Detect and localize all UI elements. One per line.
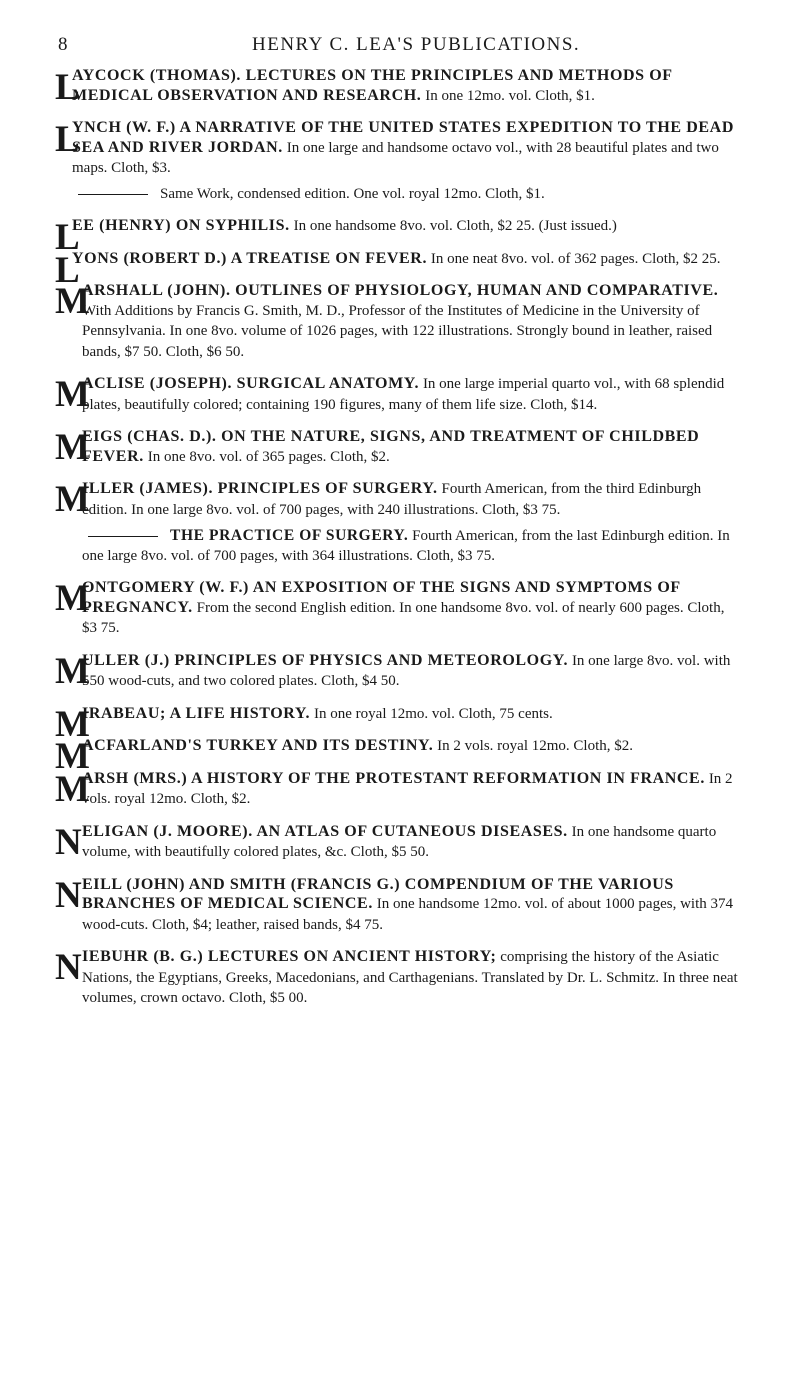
entry-body: In one large imperial quarto vol., with 68 splendid plates, beautifully colored; containing 190 figures, many of them life size. Cloth, $14. [82, 376, 725, 413]
entry-body: From the second English edition. In one handsome 8vo. vol. of nearly 600 pages. Cloth, $3 75. [82, 599, 725, 636]
subentry-body: Same Work, condensed edition. One vol. royal 12mo. Cloth, $1. [160, 185, 545, 202]
entry-heading: ILLER (JAMES). PRINCIPLES OF SURGERY. [82, 480, 438, 497]
initial-letter: N [55, 874, 82, 916]
initial-letter: L [55, 119, 80, 160]
catalog-entry [55, 650, 742, 692]
catalog-entry [55, 703, 742, 745]
initial-letter: N [55, 821, 82, 863]
initial-letter: M [55, 768, 90, 810]
entry-body: In 2 vols. royal 12mo. Cloth, $2. [82, 770, 733, 807]
entry-heading: IEBUHR (B. G.) LECTURES ON ANCIENT HISTORY; [82, 948, 497, 965]
page-number: 8 [58, 34, 68, 55]
entry-body: In one handsome 12mo. vol. of about 1000 pages, with 374 wood-cuts. Cloth, $4; leather, raised bands, $4 75. [82, 896, 733, 933]
subentry-body: Fourth American, from the last Edinburgh edition. In one large 8vo. vol. of 700 pages, with 364 illustrations. Cloth, $3 75. [82, 528, 730, 564]
catalog-entry [55, 736, 742, 777]
running-title: HENRY C. LEA'S PUBLICATIONS. [252, 34, 581, 55]
entry-body: In one large 8vo. vol. with 550 wood-cuts, and two colored plates. Cloth, $4 50. [82, 652, 731, 689]
initial-letter: M [55, 374, 90, 415]
initial-letter: M [55, 479, 90, 520]
initial-letter: L [55, 67, 80, 108]
initial-letter: M [55, 736, 90, 777]
page-header [58, 34, 742, 56]
entry-body: Fourth American, from the third Edinburgh edition. In one large 8vo. vol. of 700 pages, with 240 illustrations. Cloth, $3 75. [82, 481, 702, 518]
entry-heading: YONS (ROBERT D.) A TREATISE ON FEVER. [72, 249, 428, 267]
entry-heading: AYCOCK (THOMAS). LECTURES ON THE PRINCIPLES AND METHODS OF MEDICAL OBSERVATION AND RESEARCH. [72, 67, 673, 104]
entry-body: In one handsome 8vo. vol. Cloth, $2 25. (Just issued.) [293, 218, 617, 234]
entry-body: In one 8vo. vol. of 365 pages. Cloth, $2. [147, 448, 390, 465]
catalog-entry [55, 578, 742, 639]
catalog-entry [55, 281, 742, 362]
initial-letter: L [55, 217, 80, 258]
entry-body: In one large and handsome octavo vol., with 28 beautiful plates and two maps. Cloth, $3. [72, 139, 719, 176]
entry-heading: IRABEAU; A LIFE HISTORY. [82, 704, 311, 722]
entry-heading: ULLER (J.) PRINCIPLES OF PHYSICS AND METEOROLOGY. [82, 651, 569, 669]
entry-heading: ARSHALL (JOHN). OUTLINES OF PHYSIOLOGY, HUMAN AND COMPARATIVE. [82, 282, 719, 299]
entry-heading: EE (HENRY) ON SYPHILIS. [72, 217, 290, 234]
entry-heading: EILL (JOHN) AND SMITH (FRANCIS G.) COMPENDIUM OF THE VARIOUS BRANCHES OF MEDICAL SCIENCE. [82, 875, 674, 912]
initial-letter: M [55, 427, 90, 468]
catalog-entry [55, 374, 742, 415]
entry-body: In one handsome quarto volume, with beautifully colored plates, &c. Cloth, $5 50. [82, 823, 717, 860]
initial-letter: M [55, 578, 90, 619]
entry-heading: ONTGOMERY (W. F.) AN EXPOSITION OF THE SIGNS AND SYMPTOMS OF PREGNANCY. [82, 579, 681, 616]
initial-letter: M [55, 703, 90, 745]
initial-letter: M [55, 281, 90, 322]
ditto-dash [78, 194, 148, 195]
catalog-entry [55, 947, 742, 1009]
catalog-entry [55, 118, 742, 179]
entry-body: In 2 vols. royal 12mo. Cloth, $2. [437, 738, 633, 754]
ditto-dash [88, 536, 158, 537]
catalog-entry [55, 768, 742, 810]
entry-body: In one neat 8vo. vol. of 362 pages. Cloth, $2 25. [430, 250, 721, 267]
entry-heading: ELIGAN (J. MOORE). AN ATLAS OF CUTANEOUS DISEASES. [82, 822, 568, 840]
catalog-subentry [72, 185, 742, 205]
subentry-heading: THE PRACTICE OF SURGERY. [170, 527, 409, 544]
entry-body: comprising the history of the Asiatic Nations, the Egyptians, Greeks, Macedonians, and Carthagenians. Translated by Dr. L. Schmitz. In three neat volumes, crown octavo. Cloth, $5 00. [82, 949, 738, 1006]
entry-heading: YNCH (W. F.) A NARRATIVE OF THE UNITED STATES EXPEDITION TO THE DEAD SEA AND RIVER JORDAN. [72, 119, 734, 156]
entry-body: With Additions by Francis G. Smith, M. D., Professor of the Institutes of Medicine in the University of Pennsylvania. In one 8vo. volume of 1026 pages, with 122 illustrations. Strongly bound in leather, raised bands, $7 50. Cloth, $6 50. [82, 302, 713, 360]
catalog-entry [55, 821, 742, 863]
catalog-entry [55, 427, 742, 468]
initial-letter: N [55, 947, 82, 988]
entry-heading: ACLISE (JOSEPH). SURGICAL ANATOMY. [82, 375, 420, 392]
entry-body: In one royal 12mo. vol. Cloth, 75 cents. [314, 705, 553, 722]
catalog-entry [55, 66, 742, 108]
entry-heading: EIGS (CHAS. D.). ON THE NATURE, SIGNS, AND TREATMENT OF CHILDBED FEVER. [82, 428, 700, 465]
catalog-entry [55, 874, 742, 936]
entry-body: In one 12mo. vol. Cloth, $1. [425, 87, 595, 104]
catalog-entry [55, 479, 742, 520]
entry-heading: ARSH (MRS.) A HISTORY OF THE PROTESTANT REFORMATION IN FRANCE. [82, 769, 705, 787]
initial-letter: L [55, 249, 80, 291]
catalog-subentry [82, 526, 742, 566]
initial-letter: M [55, 650, 90, 692]
entry-heading: ACFARLAND'S TURKEY AND ITS DESTINY. [82, 737, 434, 754]
